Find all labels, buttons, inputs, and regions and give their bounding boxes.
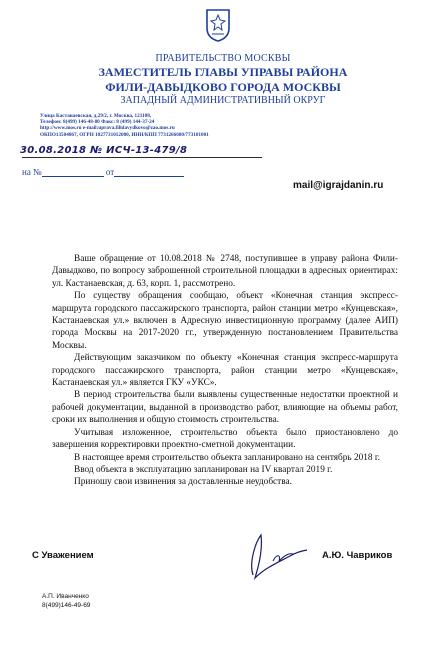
incoming-reference-row — [22, 167, 184, 177]
contact-web: http://www.mos.ru e-mail:uprava.filidavydkovo@zao.mos.ru — [40, 125, 175, 132]
recipient-email: mail@igrajdanin.ru — [293, 180, 384, 191]
paragraph: Приношу свои извинения за доставленные неудобства. — [74, 477, 292, 488]
paragraph: Действующим заказчиком по объекту «Конечная станция экспресс-маршрута городского пассажирского транспорта, район станции метро «Кунцевская», Кастанаевская ул.» является ГКУ «УКС». — [52, 353, 398, 389]
closing-phrase: С Уважением — [32, 550, 94, 561]
executor-name: А.П. Иванченко — [42, 593, 89, 600]
okrug-label: ЗАПАДНЫЙ АДМИНИСТРАТИВНЫЙ ОКРУГ — [120, 95, 326, 106]
paragraph: В настоящее время строительство объекта запланировано на сентябрь 2018 г. — [74, 452, 380, 463]
na-label: на № — [22, 167, 42, 177]
government-label: ПРАВИТЕЛЬСТВО МОСКВЫ — [155, 53, 291, 64]
signer-name: А.Ю. Чавриков — [322, 550, 393, 561]
letter-body — [52, 253, 398, 489]
na-blank — [42, 176, 104, 177]
paragraph: По существу обращения сообщаю, объект «Конечная станция экспресс-маршрута городского пассажирского транспорта, район станции метро «Кунцевская», Кастанаевская ул.» включен в Адресную инвестиционную программу (далее АИП) города Москвы на 2017-2020 гг., утвержденную постановлением Правительства Москвы. — [52, 291, 398, 351]
paragraph: Ваше обращение от 10.08.2018 № 2748, поступившее в управу района Фили-Давыдково, по вопросу заброшенной строительной площадки в адресных ориентирах: ул. Кастанаевская, д. 63, корп. 1, рассмотрено. — [52, 254, 398, 289]
contact-codes: ОКПО13504867, ОГРН 1027731012000, ИНН/КПП 7731266680/773101001 — [40, 131, 209, 138]
outgoing-number-handwritten: 30.08.2018 № ИСЧ-13-479/8 — [20, 145, 188, 156]
executor-block — [42, 592, 90, 610]
paragraph: В период строительства были выявлены существенные недостатки проектной и рабочей документации, выданной в производство работ, влияющие на объемы работ, сроки их выполнения и общую стоимость строительства. — [52, 390, 398, 426]
moscow-coat-of-arms-icon — [205, 8, 231, 42]
divider — [22, 157, 262, 158]
ot-label: от — [105, 167, 115, 177]
ot-blank — [114, 176, 184, 177]
executor-phone: 8(499)146-49-69 — [42, 602, 91, 609]
contact-block — [40, 113, 300, 138]
paragraph: Учитывая изложенное, строительство объекта было приостановлено до завершения корректировки проектно-сметной документации. — [52, 427, 398, 451]
handwritten-signature — [215, 523, 315, 583]
paragraph: Ввод объекта в эксплуатацию запланирован на IV квартал 2019 г. — [74, 464, 333, 475]
contact-phone: Телефон: 8(499) 146-48-80 Факс: 8 (499) 144-37-24 — [40, 119, 155, 126]
contact-address: Улица Кастанаевская, д.29/2, г. Москва, 121108, — [40, 113, 152, 119]
issuer-title-line2: ФИЛИ-ДАВЫДКОВО ГОРОДА МОСКВЫ — [105, 80, 341, 94]
issuer-title-line1: ЗАМЕСТИТЕЛЬ ГЛАВЫ УПРАВЫ РАЙОНА — [98, 65, 348, 79]
